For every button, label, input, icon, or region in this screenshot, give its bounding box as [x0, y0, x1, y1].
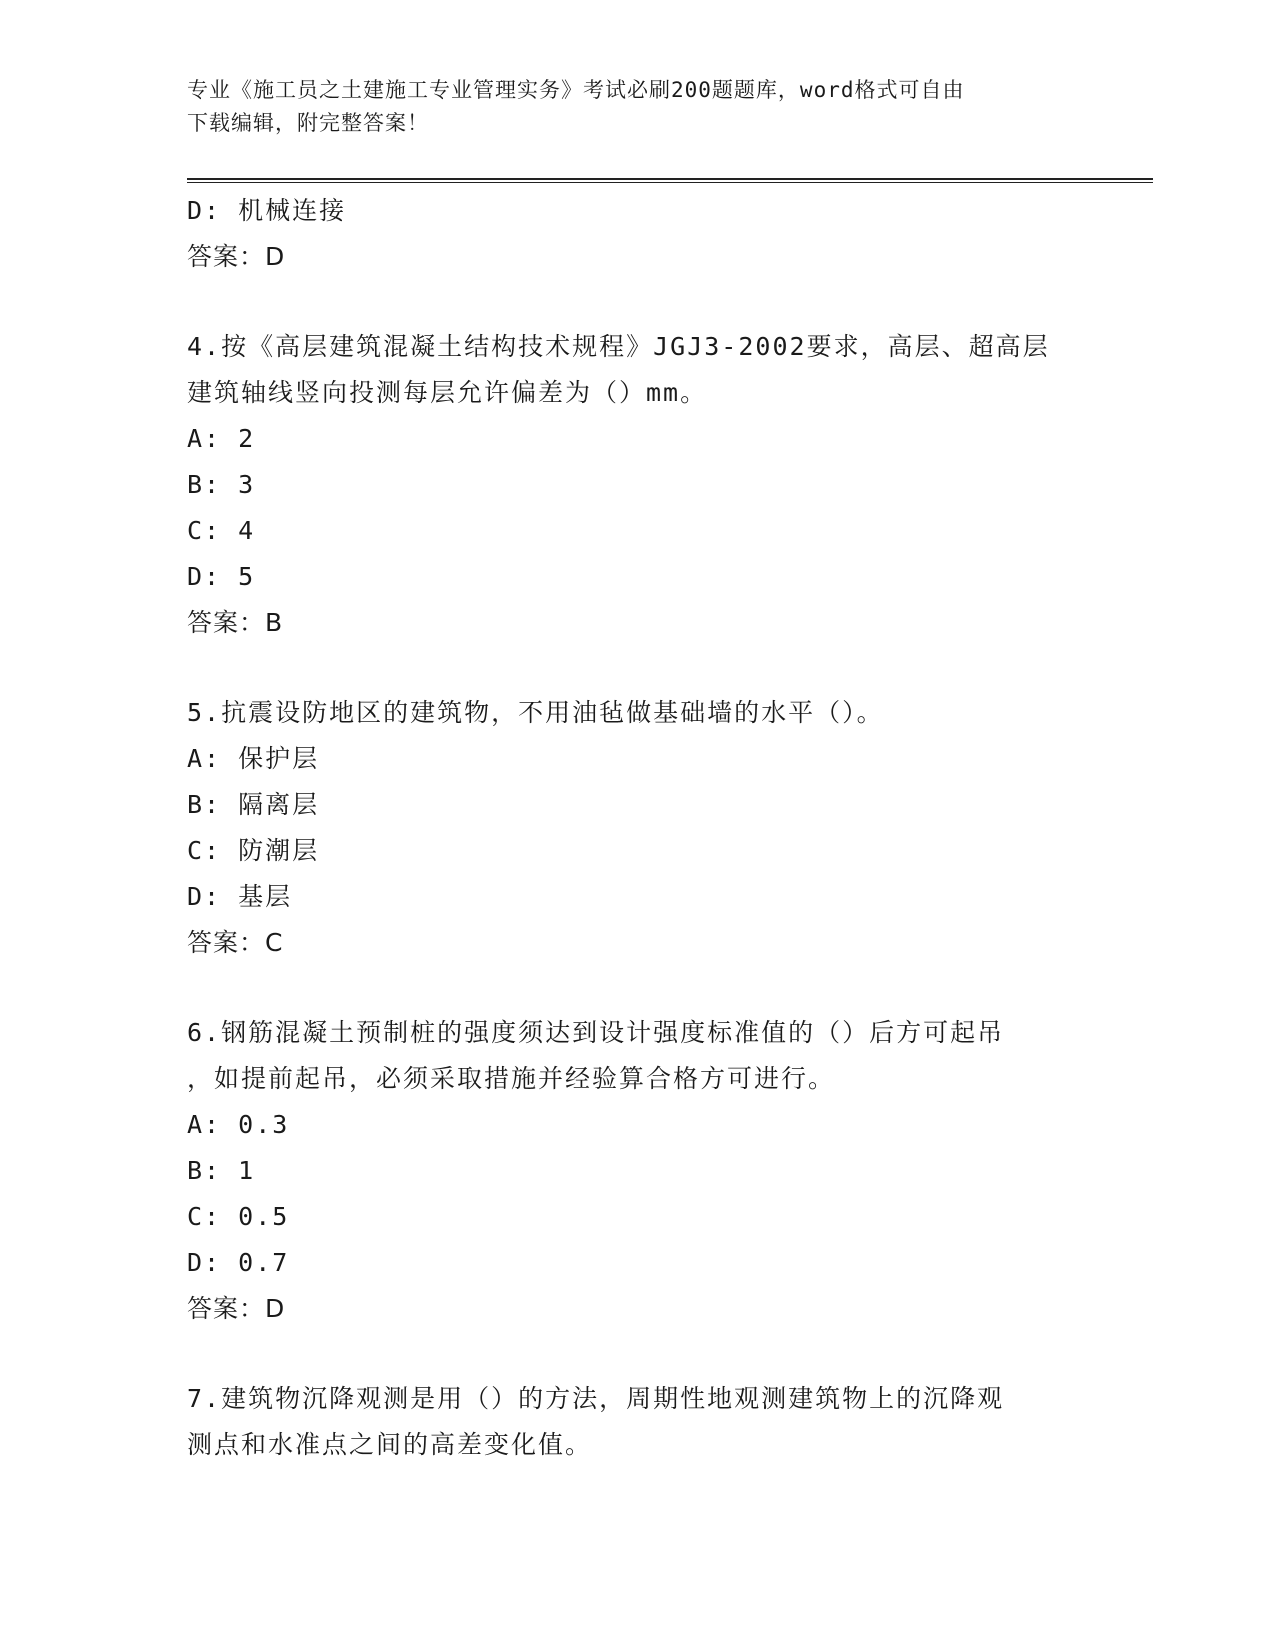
header-line-2: 下载编辑，附完整答案！	[187, 111, 429, 135]
option-d: D: 机械连接	[187, 196, 347, 225]
question-text-line-2: 建筑轴线竖向投测每层允许偏差为（）mm。	[187, 378, 708, 407]
document-body	[187, 188, 1087, 1468]
question-text-line-2: 测点和水准点之间的高差变化值。	[187, 1430, 593, 1459]
question-text-line-1: 4.按《高层建筑混凝土结构技术规程》JGJ3-2002要求，高层、超高层	[187, 332, 1050, 361]
answer: 答案：B	[187, 608, 284, 637]
header-divider	[187, 178, 1153, 183]
option-d: D: 0.7	[187, 1248, 290, 1277]
answer: 答案：D	[187, 1294, 286, 1323]
option-b: B: 1	[187, 1156, 256, 1185]
question-text-line-1: 5.抗震设防地区的建筑物，不用油毡做基础墙的水平（）。	[187, 698, 884, 727]
option-c: C: 4	[187, 516, 256, 545]
option-a: A: 2	[187, 424, 256, 453]
spacer	[187, 966, 1087, 1010]
answer: 答案：C	[187, 928, 284, 957]
question-4	[187, 324, 1087, 646]
question-text-line-2: ，如提前起吊，必须采取措施并经验算合格方可进行。	[187, 1064, 836, 1093]
prev-question	[187, 188, 1087, 280]
page-header	[187, 74, 1067, 140]
option-c: C: 防潮层	[187, 836, 320, 865]
question-text-line-1: 6.钢筋混凝土预制桩的强度须达到设计强度标准值的（）后方可起吊	[187, 1018, 1005, 1047]
header-line-1: 专业《施工员之土建施工专业管理实务》考试必刷200题题库，word格式可自由	[187, 78, 965, 102]
option-d: D: 5	[187, 562, 256, 591]
spacer	[187, 280, 1087, 324]
question-5	[187, 690, 1087, 966]
option-a: A: 保护层	[187, 744, 320, 773]
question-7	[187, 1376, 1087, 1468]
question-6	[187, 1010, 1087, 1332]
option-a: A: 0.3	[187, 1110, 290, 1139]
option-c: C: 0.5	[187, 1202, 290, 1231]
option-b: B: 3	[187, 470, 256, 499]
option-d: D: 基层	[187, 882, 293, 911]
answer: 答案：D	[187, 242, 286, 271]
question-text-line-1: 7.建筑物沉降观测是用（）的方法，周期性地观测建筑物上的沉降观	[187, 1384, 1005, 1413]
spacer	[187, 646, 1087, 690]
option-b: B: 隔离层	[187, 790, 320, 819]
spacer	[187, 1332, 1087, 1376]
